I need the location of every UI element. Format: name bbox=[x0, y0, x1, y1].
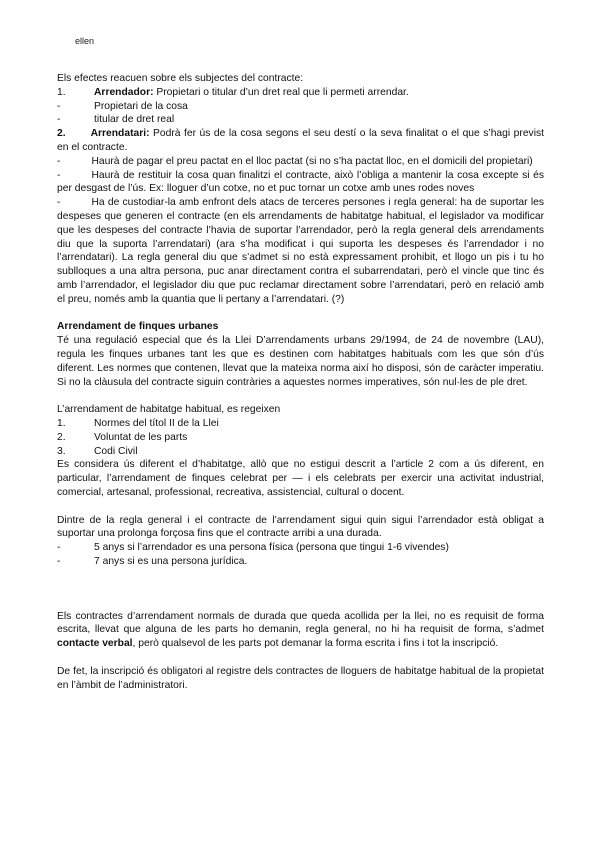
paragraph: Dintre de la regla general i el contracte de l’arrendament sigui quin sigui l’arrendador està obligat a suportar una prolonga forçosa fins que el contracte arribi a una durada. bbox=[57, 514, 544, 540]
paragraph: L’arrendament de habitatge habitual, es regeixen bbox=[57, 404, 281, 416]
list-item bbox=[57, 86, 544, 100]
duty-text: Ha de custodiar-la amb enfront dels atacs de terceres persones i regla general: ha de suportar les despeses que generen el contracte (en els arrendaments de habitatge habitual, el legislador va modificar que les despeses del contracte l’havia de suportar l’arrendador, però la regla general dels arrendaments diu que la suporta l’arrendatari) (ara s’ha modificat i qui suporta les despeses és l’arrendador i no l’arrendatari). La regla general diu que s’admet si no està expressament prohibit, et llogo un pis i tu ho sublloques a una altra persona, puc anar directament contra el subarrendatari, però el vincle que tinc és amb l’arrendador, el legislador diu que puc reclamar directament sobre l’arrendatari, però en relació amb el preu, només amb la quantia que li pertany a l’arrendatari. (?) bbox=[57, 197, 544, 305]
list-item-text: Codi Civil bbox=[94, 445, 138, 457]
list-item-text: 5 anys si l’arrendador es una persona física (persona que tingui 1-6 vivendes) bbox=[94, 542, 449, 554]
term-definition: Podrà fer ús de la cosa segons el seu destí o la seva finalitat o el que s’hagi previst en el contracte. bbox=[57, 128, 544, 153]
list-item-text: 7 anys si es una persona jurídica. bbox=[94, 555, 248, 567]
document-body bbox=[57, 72, 544, 692]
list-number: 2. bbox=[57, 128, 66, 140]
term-arrendatari: Arrendatari: bbox=[90, 128, 150, 140]
duty-text: Haurà de pagar el preu pactat en el lloc pactat (si no s’ha pactat lloc, en el domicili del propietari) bbox=[91, 155, 533, 167]
list-item bbox=[57, 100, 544, 114]
list-item bbox=[57, 431, 544, 445]
dash-bullet: - bbox=[57, 542, 61, 554]
list-number: 1. bbox=[57, 86, 66, 98]
bold-term: contacte verbal bbox=[57, 638, 133, 650]
term-arrendador: Arrendador: bbox=[94, 86, 154, 98]
list-item-text: Propietari de la cosa bbox=[94, 100, 188, 112]
paragraph: De fet, la inscripció és obligatori al registre dels contractes de lloguers de habitatge habitual de la propietat en l’àmbit de l’administratori. bbox=[57, 665, 544, 691]
list-item-text: Normes del títol II de la Llei bbox=[94, 417, 219, 429]
term-definition: Propietari o titular d’un dret real que li permeti arrendar. bbox=[153, 86, 409, 98]
list-item bbox=[57, 113, 544, 127]
list-item bbox=[57, 555, 544, 569]
dash-bullet: - bbox=[57, 114, 61, 126]
page-header: ellen bbox=[75, 36, 95, 46]
dash-bullet: - bbox=[57, 555, 61, 567]
list-item-text: Voluntat de les parts bbox=[94, 431, 188, 443]
list-item-text: titular de dret real bbox=[94, 114, 175, 126]
paragraph: Els contractes d’arrendament normals de durada que queda acollida per la llei, no es requisit de forma escrita, llevat que alguna de les parts ho demanin, regla general, no hi ha requisit de forma, s’admet contacte verbal, però qualsevol de les parts pot demanar la forma escrita i fins i tot la inscripció. bbox=[57, 610, 544, 650]
paragraph: Té una regulació especial que és la Llei D’arrendaments urbans 29/1994, de 24 de novembre (LAU), regula les finques urbanes tant les que es destinen com habitatges habituals com les que són d’ús diferent. Les normes que contenen, llevat que la mateixa norma així ho disposi, són de caràcter imperatiu. Si no la clàusula del contracte siguin contràries a aquestes normes imperatives, són nul·les de ple dret. bbox=[57, 335, 544, 388]
list-item bbox=[57, 417, 544, 431]
list-item bbox=[57, 541, 544, 555]
duty-text: Haurà de restituir la cosa quan finalitzi el contracte, això l’obliga a mantenir la cosa excepte si és per desgast de l’ús. Ex: lloguer d’un cotxe, no et puc tornar un cotxe amb unes rodes noves bbox=[57, 169, 544, 195]
section-title: Arrendament de finques urbanes bbox=[57, 321, 219, 333]
list-number: 1. bbox=[57, 417, 66, 429]
sec1-intro: Els efectes reacuen sobre els subjectes del contracte: bbox=[57, 73, 304, 84]
list-number: 2. bbox=[57, 431, 66, 443]
duty-paragraph: - Ha de custodiar-la amb enfront dels atacs de terceres persones i regla general: ha de suportar les despeses que generen el contracte (en els arrendaments de habitatge habitual, el legislador va modificar que les despeses del contracte l’havia de suportar l’arrendador, però la regla general dels arrendaments diu que la suporta l’arrendatari) (ara s’ha modificat i qui suporta les despeses és l’arrendador i no l’arrendatari). La regla general diu que s’admet si no està expressament prohibit, et llogo un pis i tu ho sublloques a una altra persona, puc anar directament contra el subarrendatari, però el vincle que tinc és amb l’arrendador, el legislador diu que puc reclamar directament sobre l’arrendatari, però en relació amb el preu, només amb la quantia que li pertany a l’arrendatari. (?) bbox=[57, 197, 544, 305]
list-item bbox=[57, 445, 544, 459]
item2-paragraph bbox=[57, 127, 544, 155]
duty-paragraph: - Haurà de restituir la cosa quan finalitzi el contracte, això l’obliga a mantenir la cosa excepte si és per desgast de l’ús. Ex: lloguer d’un cotxe, no et puc tornar un cotxe amb unes rodes noves bbox=[57, 169, 544, 195]
paragraph: Es considera ús diferent el d’habitatge, allò que no estigui descrit a l’article 2 com a ús diferent, en particular, l’arrendament de finques celebrat per — i els celebrats per exercir una activitat industrial, comercial, artesanal, professional, recreativa, assistencial, cultural o docent. bbox=[57, 459, 544, 498]
duty-paragraph: - Haurà de pagar el preu pactat en el lloc pactat (si no s’ha pactat lloc, en el domicili del propietari) bbox=[57, 155, 533, 167]
list-number: 3. bbox=[57, 445, 66, 457]
dash-bullet: - bbox=[57, 100, 61, 112]
